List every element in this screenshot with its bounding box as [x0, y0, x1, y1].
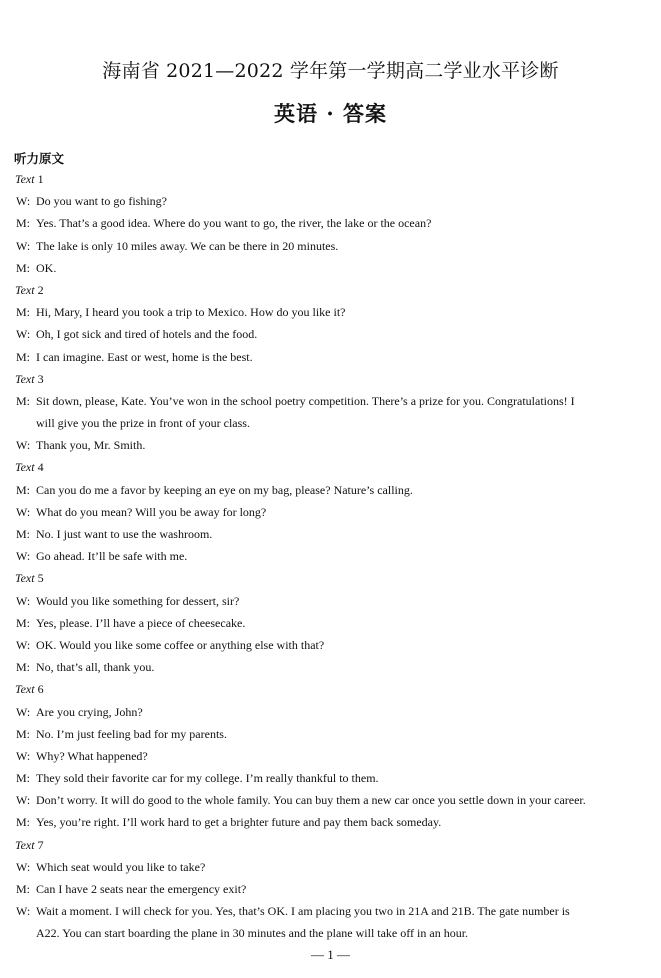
text-header-label: [15, 279, 44, 301]
text-header-label: [15, 168, 44, 190]
dialog-line: [0, 301, 661, 323]
speaker-label: M:: [16, 216, 31, 231]
dialog-text: Can you do me a favor by keeping an eye on my bag, please? Nature’s calling.: [36, 482, 413, 497]
text-header-number: 7: [34, 837, 44, 852]
text-header: [0, 279, 661, 301]
dialog-text: Are you crying, John?: [36, 704, 143, 719]
dialog-line: [0, 656, 661, 678]
dialog-line: [0, 767, 661, 789]
dialog-text: They sold their favorite car for my college. I’m really thankful to them.: [36, 771, 379, 786]
dialog-text: I can imagine. East or west, home is the best.: [36, 349, 253, 364]
text-header-label: [15, 456, 44, 478]
dialog-line: [0, 878, 661, 900]
text-header: [0, 567, 661, 589]
transcript-body: [0, 168, 661, 945]
text-header-word: Text: [15, 371, 35, 386]
dialog-line: [0, 346, 661, 368]
text-header-word: Text: [15, 682, 35, 697]
dialog-text: Yes, you’re right. I’ll work hard to get a brighter future and pay them back someday.: [36, 815, 442, 830]
section-heading: 听力原文: [14, 151, 65, 166]
speaker-label: M:: [16, 615, 31, 630]
speaker-label: W:: [16, 238, 31, 253]
text-header-number: 6: [34, 682, 44, 697]
dialog-line: [0, 789, 661, 811]
speaker-label: W:: [16, 748, 31, 763]
dialog-text: No, that’s all, thank you.: [36, 660, 155, 675]
dialog-line: [0, 723, 661, 745]
dialog-line: [0, 612, 661, 634]
dialog-text: Yes, please. I’ll have a piece of cheesecake.: [36, 615, 246, 630]
text-header: [0, 834, 661, 856]
speaker-label: M:: [16, 260, 31, 275]
dialog-text: Can I have 2 seats near the emergency exit?: [36, 882, 247, 896]
dialog-text: What do you mean? Will you be away for long?: [36, 504, 267, 519]
speaker-label: W:: [16, 593, 31, 608]
text-header-number: 4: [34, 460, 44, 475]
text-header-number: 1: [34, 172, 44, 186]
dialog-text: Oh, I got sick and tired of hotels and the food.: [36, 327, 258, 342]
text-header-number: 2: [34, 282, 44, 297]
dialog-continuation: [0, 922, 661, 944]
dialog-text: Go ahead. It’ll be safe with me.: [36, 549, 188, 564]
dialog-text: Don’t worry. It will do good to the whole family. You can buy them a new car once you settle down in your career.: [36, 793, 586, 808]
dialog-text: will give you the prize in front of your class.: [36, 416, 250, 431]
text-header: [0, 168, 661, 190]
speaker-label: M:: [16, 349, 31, 364]
dialog-line: [0, 811, 661, 833]
speaker-label: W:: [16, 194, 31, 209]
speaker-label: M:: [16, 482, 31, 497]
dialog-text: No. I just want to use the washroom.: [36, 527, 213, 541]
dialog-text: Wait a moment. I will check for you. Yes, that’s OK. I am placing you two in 21A and 21B. The gate number is: [36, 904, 570, 919]
document-title: 海南省 2021—2022 学年第一学期高二学业水平诊断: [102, 60, 559, 82]
dialog-text: OK. Would you like some coffee or anything else with that?: [36, 637, 325, 652]
text-header-label: [15, 678, 44, 700]
text-header-number: 3: [34, 371, 44, 386]
speaker-label: M:: [16, 660, 31, 675]
dialog-line: [0, 701, 661, 723]
dialog-line: [0, 190, 661, 212]
dialog-line: [0, 257, 661, 279]
speaker-label: M:: [16, 815, 31, 830]
speaker-label: W:: [16, 549, 31, 564]
dialog-text: The lake is only 10 miles away. We can be there in 20 minutes.: [36, 238, 339, 253]
text-header-word: Text: [15, 460, 35, 475]
dialog-text: Sit down, please, Kate. You’ve won in the school poetry competition. There’s a prize for you. Congratulations! I: [36, 393, 575, 408]
dialog-text: A22. You can start boarding the plane in 30 minutes and the plane will take off in an hour.: [36, 926, 469, 941]
dialog-text: Do you want to go fishing?: [36, 194, 167, 209]
speaker-label: W:: [16, 504, 31, 519]
dialog-line: [0, 479, 661, 501]
speaker-label: W:: [16, 859, 31, 874]
dialog-line: [0, 390, 661, 412]
dialog-line: [0, 212, 661, 234]
speaker-label: W:: [16, 327, 31, 342]
dialog-line: [0, 501, 661, 523]
dialog-line: [0, 590, 661, 612]
dialog-text: Hi, Mary, I heard you took a trip to Mexico. How do you like it?: [36, 305, 346, 320]
dialog-text: Thank you, Mr. Smith.: [36, 438, 146, 453]
dialog-line: [0, 323, 661, 345]
dialog-text: No. I’m just feeling bad for my parents.: [36, 726, 227, 741]
text-header-word: Text: [15, 282, 35, 297]
dialog-line: [0, 434, 661, 456]
dialog-line: [0, 235, 661, 257]
dialog-text: Why? What happened?: [36, 748, 148, 763]
speaker-label: M:: [16, 393, 31, 408]
text-header: [0, 678, 661, 700]
speaker-label: W:: [16, 704, 31, 719]
dialog-text: Would you like something for dessert, sir?: [36, 593, 240, 608]
dialog-line: [0, 523, 661, 545]
dialog-line: [0, 856, 661, 878]
text-header: [0, 368, 661, 390]
dialog-line: [0, 545, 661, 567]
dialog-text: OK.: [36, 260, 57, 275]
speaker-label: M:: [16, 882, 31, 896]
text-header-label: [15, 834, 44, 856]
speaker-label: W:: [16, 438, 31, 453]
speaker-label: M:: [16, 771, 31, 786]
speaker-label: W:: [16, 793, 31, 808]
text-header-label: [15, 368, 44, 390]
text-header-word: Text: [15, 571, 35, 586]
speaker-label: M:: [16, 305, 31, 320]
text-header: [0, 456, 661, 478]
text-header-word: Text: [15, 837, 35, 852]
dialog-text: Yes. That’s a good idea. Where do you want to go, the river, the lake or the ocean?: [36, 216, 432, 231]
dialog-line: [0, 634, 661, 656]
speaker-label: M:: [16, 726, 31, 741]
dialog-line: [0, 900, 661, 922]
text-header-number: 5: [34, 571, 44, 586]
text-header-label: [15, 567, 44, 589]
dialog-text: Which seat would you like to take?: [36, 859, 206, 874]
speaker-label: W:: [16, 637, 31, 652]
dialog-continuation: [0, 412, 661, 434]
speaker-label: M:: [16, 527, 31, 541]
page-number: — 1 —: [311, 947, 350, 962]
document-subtitle: 英语 · 答案: [274, 101, 387, 126]
text-header-word: Text: [15, 172, 35, 186]
speaker-label: W:: [16, 904, 31, 919]
dialog-line: [0, 745, 661, 767]
